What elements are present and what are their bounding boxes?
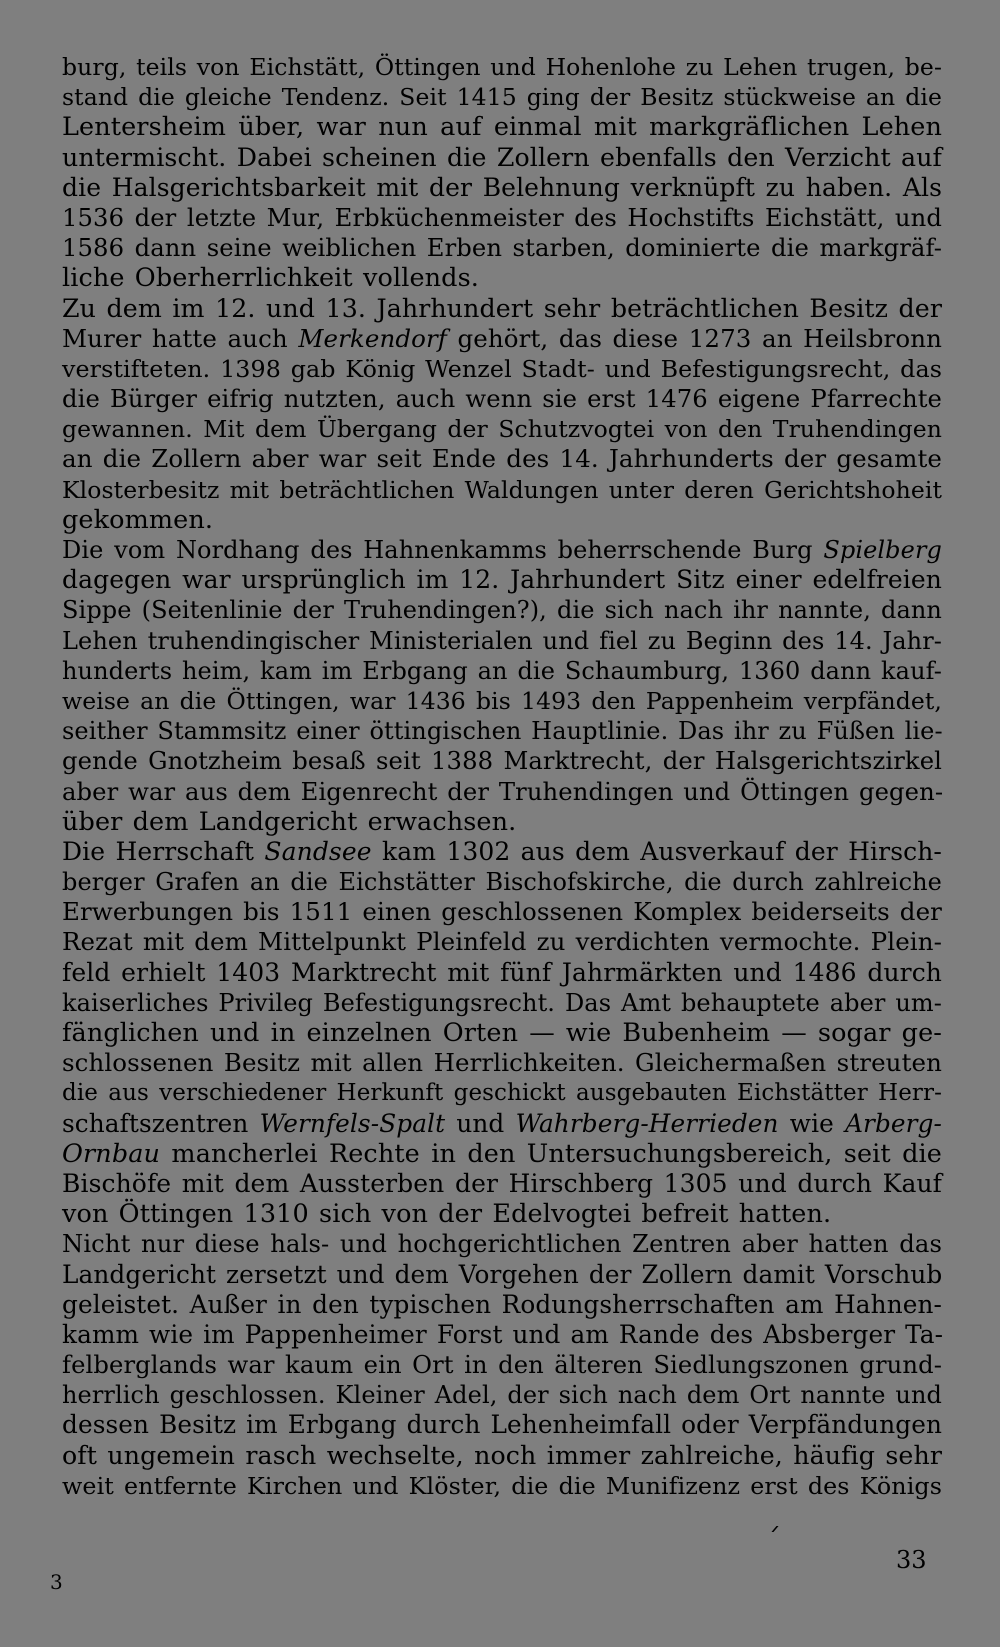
page-number: 33 [896,1546,927,1574]
text-line: untermischt. Dabei scheinen die Zollern ebenfalls den Verzicht auf [62,142,942,172]
text-line: Lehen truhendingischer Ministerialen und fiel zu Beginn des 14. Jahr- [62,626,942,655]
text-line: geleistet. Außer in den typischen Rodungsherrschaften am Hahnen- [62,1289,942,1319]
text-line: Erwerbungen bis 1511 einen geschlossenen Komplex beiderseits der [62,897,942,927]
text-line: weise an die Öttingen, war 1436 bis 1493 den Pappenheim verpfändet, [62,686,942,715]
text-line [62,837,942,867]
text-line: kaiserliches Privileg Befestigungsrecht. Das Amt behauptete aber um- [62,988,942,1017]
print-mark [767,1526,778,1532]
text-line [62,324,942,354]
text-line: fänglichen und in einzelnen Orten — wie Bubenheim — sogar ge- [62,1018,942,1048]
text-line: schlossenen Besitz mit allen Herrlichkeiten. Gleichermaßen streuten [62,1048,942,1078]
body-text [62,52,942,1501]
text-line: gende Gnotzheim besaß seit 1388 Marktrecht, der Halsgerichtszirkel [62,746,942,776]
text-line: felberglands war kaum ein Ort in den älteren Siedlungszonen grund- [62,1350,942,1380]
place-name: Wernfels-Spalt [259,1108,446,1138]
text-run: Murer hatte auch [62,323,299,353]
text-run: kam 1302 aus dem Ausverkauf der Hirsch- [371,836,942,866]
text-line: von Öttingen 1310 sich von der Edelvogtei befreit hatten. [62,1199,832,1230]
signature-mark: 3 [50,1570,63,1594]
place-name: Merkendorf [298,323,447,353]
text-line: aber war aus dem Eigenrecht der Truhendingen und Öttingen gegen- [62,776,944,806]
text-line [62,535,942,565]
text-line: weit entfernte Kirchen und Klöster, die die Munifizenz erst des Königs [62,1471,942,1500]
text-line: Klosterbesitz mit beträchtlichen Waldungen unter deren Gerichtshoheit [62,475,942,504]
text-line: verstifteten. 1398 gab König Wenzel Stadt- und Befestigungsrecht, das [62,354,942,383]
text-line: burg, teils von Eichstätt, Öttingen und Hohenlohe zu Lehen trugen, be- [62,53,942,81]
text-line: hunderts heim, kam im Erbgang an die Schaumburg, 1360 dann kauf- [62,656,942,685]
text-line: Landgericht zersetzt und dem Vorgehen der Zollern damit Vorschub [62,1259,943,1289]
text-line: feld erhielt 1403 Marktrecht mit fünf Jahrmärkten und 1486 durch [62,957,942,987]
text-run: wie [778,1108,846,1138]
text-line: liche Oberherrlichkeit vollends. [62,263,479,294]
place-name: Ornbau [62,1138,161,1169]
text-line: dagegen war ursprünglich im 12. Jahrhundert Sitz einer edelfreien [62,565,942,595]
text-line: seither Stammsitz einer öttingischen Hauptlinie. Das ihr zu Füßen lie- [62,717,943,746]
text-line [62,1139,942,1169]
text-run: und [445,1108,516,1138]
text-line: die Bürger eifrig nutzten, auch wenn sie erst 1476 eigene Pfarrechte [62,384,942,414]
text-run: Die Herrschaft [62,836,265,866]
text-line: Bischöfe mit dem Aussterben der Hirschberg 1305 und durch Kauf [62,1168,942,1198]
text-line: Sippe (Seitenlinie der Truhendingen?), die sich nach ihr nannte, dann [62,596,942,625]
text-line: berger Grafen an die Eichstätter Bischofskirche, die durch zahlreiche [62,868,942,897]
text-line: herrlich geschlossen. Kleiner Adel, der sich nach dem Ort nannte und [62,1381,942,1410]
text-line [62,1109,942,1139]
place-name: Wahrberg-Herrieden [515,1108,779,1138]
text-line: an die Zollern aber war seit Ende des 14. Jahrhunderts der gesamte [62,444,942,474]
text-line: die aus verschiedener Herkunft geschickt ausgebauten Eichstätter Herr- [62,1080,942,1107]
text-line: gewannen. Mit dem Übergang der Schutzvogtei von den Truhendingen [62,415,942,444]
text-line: Lentersheim über, war nun auf einmal mit markgräflichen Lehen [62,112,942,143]
place-name: Sandsee [264,836,372,866]
text-line: Nicht nur diese hals- und hochgerichtlichen Zentren aber hatten das [62,1229,942,1259]
text-line: dessen Besitz im Erbgang durch Lehenheimfall oder Verpfändungen [62,1410,942,1440]
text-line: 1536 der letzte Mur, Erbküchenmeister des Hochstifts Eichstätt, und [62,202,942,232]
text-run: gehört, das diese 1273 an Heilsbronn [446,323,942,353]
text-run: Die vom Nordhang des Hahnenkamms beherrschende Burg [62,536,824,564]
text-line: Rezat mit dem Mittelpunkt Pleinfeld zu verdichten vermochte. Plein- [62,927,942,957]
text-line: 1586 dann seine weiblichen Erben starben, dominierte die markgräf- [62,233,942,263]
text-line: stand die gleiche Tendenz. Seit 1415 ging der Besitz stückweise an die [62,83,942,112]
text-run: mancherlei Rechte in den Untersuchungsbereich, seit die [160,1138,942,1169]
text-line: gekommen. [62,504,214,535]
place-name: Arberg- [845,1108,942,1138]
place-name: Spielberg [823,536,942,564]
text-line: kamm wie im Pappenheimer Forst und am Rande des Absberger Ta- [62,1319,944,1349]
text-line: die Halsgerichtsbarkeit mit der Belehnung verknüpft zu haben. Als [62,172,942,202]
text-line: oft ungemein rasch wechselte, noch immer zahlreiche, häufig sehr [62,1440,942,1470]
text-line: über dem Landgericht erwachsen. [62,806,517,837]
text-run: schaftszentren [62,1108,260,1138]
text-line: Zu dem im 12. und 13. Jahrhundert sehr beträchtlichen Besitz der [62,293,942,323]
